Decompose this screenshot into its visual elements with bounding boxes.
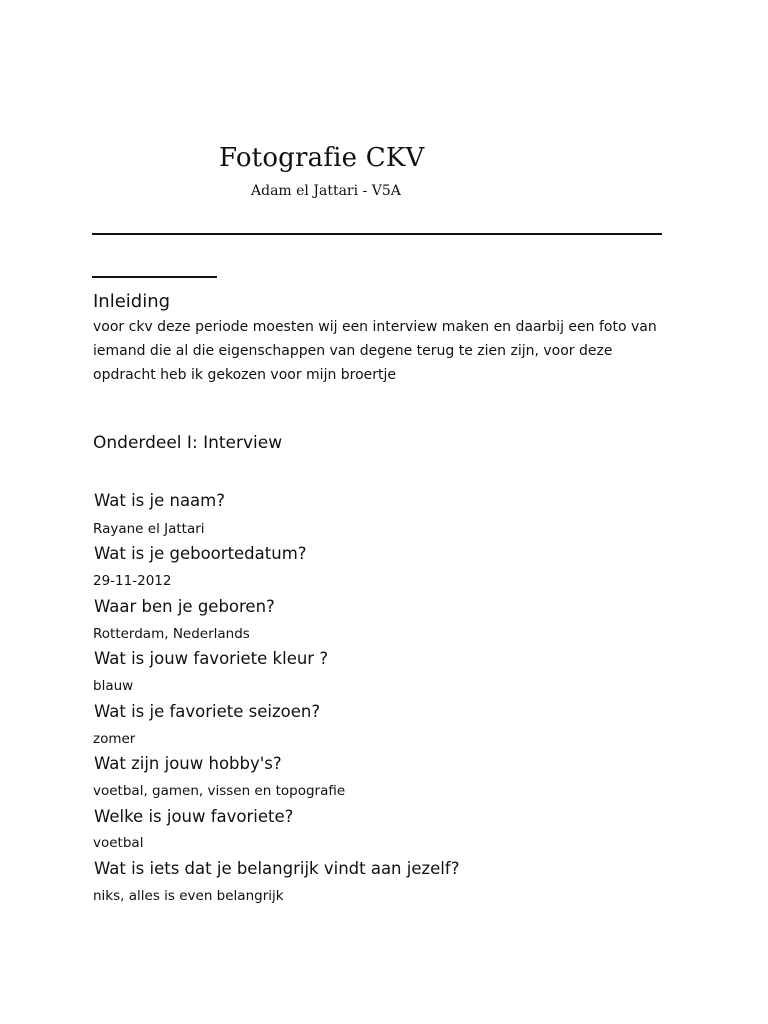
horizontal-rule <box>92 233 662 235</box>
interview-question: Wat is je geboortedatum? <box>94 544 307 563</box>
intro-line: iemand die al die eigenschappen van degene terug te zien zijn, voor deze <box>93 343 613 359</box>
interview-question: Welke is jouw favoriete? <box>94 807 294 826</box>
document-title: Fotografie CKV <box>219 143 425 173</box>
interview-question: Waar ben je geboren? <box>94 597 275 616</box>
interview-answer: Rayane el Jattari <box>93 521 205 537</box>
interview-question: Wat zijn jouw hobby's? <box>94 754 282 773</box>
interview-question: Wat is je naam? <box>94 491 226 510</box>
interview-question: Wat is jouw favoriete kleur ? <box>94 649 329 668</box>
interview-answer: voetbal <box>93 835 144 851</box>
horizontal-rule-short <box>92 276 217 278</box>
section-heading: Onderdeel I: Interview <box>93 433 283 453</box>
intro-line: opdracht heb ik gekozen voor mijn broertje <box>93 367 397 383</box>
author-line: Adam el Jattari - V5A <box>251 183 401 199</box>
interview-answer: Rotterdam, Nederlands <box>93 626 250 642</box>
interview-answer: voetbal, gamen, vissen en topografie <box>93 783 346 799</box>
interview-answer: blauw <box>93 678 134 694</box>
interview-answer: niks, alles is even belangrijk <box>93 888 284 904</box>
interview-answer: 29-11-2012 <box>93 573 172 589</box>
intro-line: voor ckv deze periode moesten wij een interview maken en daarbij een foto van <box>93 319 657 335</box>
interview-question: Wat is je favoriete seizoen? <box>94 702 321 721</box>
interview-answer: zomer <box>93 731 136 747</box>
intro-heading: Inleiding <box>93 291 171 312</box>
interview-question: Wat is iets dat je belangrijk vindt aan jezelf? <box>94 859 460 878</box>
